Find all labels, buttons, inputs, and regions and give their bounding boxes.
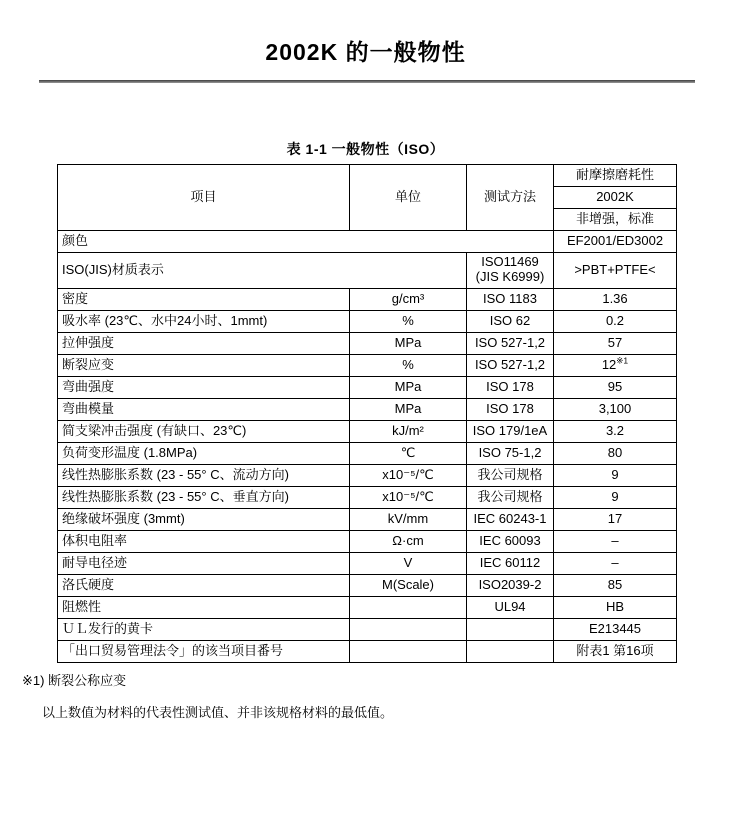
unit-cell: kV/mm xyxy=(350,508,467,530)
method-cell: IEC 60243-1 xyxy=(467,508,554,530)
unit-cell: ℃ xyxy=(350,442,467,464)
header-group: 耐摩擦磨耗性 xyxy=(554,164,677,186)
table-row xyxy=(58,574,677,596)
method-cell: IEC 60093 xyxy=(467,530,554,552)
table-row xyxy=(58,398,677,420)
table-row xyxy=(58,230,677,252)
table-caption: 表 1-1 一般物性（ISO） xyxy=(286,140,445,157)
table-row xyxy=(58,420,677,442)
method-cell: ISO 527-1,2 xyxy=(467,332,554,354)
table-row xyxy=(58,552,677,574)
value-cell: 0.2 xyxy=(554,310,677,332)
unit-cell: x10⁻⁵/℃ xyxy=(350,464,467,486)
table-row xyxy=(58,288,677,310)
property-name-cell: 密度 xyxy=(58,288,350,310)
properties-table xyxy=(57,164,677,663)
table-row xyxy=(58,354,677,376)
property-name-cell: ISO(JIS)材质表示 xyxy=(58,252,467,288)
table-row xyxy=(58,376,677,398)
unit-cell: x10⁻⁵/℃ xyxy=(350,486,467,508)
method-cell: ISO 62 xyxy=(467,310,554,332)
method-line: ISO11469 xyxy=(481,254,539,270)
value-cell xyxy=(554,354,677,376)
value-cell: >PBT+PTFE< xyxy=(554,252,677,288)
method-cell xyxy=(467,640,554,662)
unit-cell: kJ/m² xyxy=(350,420,467,442)
property-name-cell: 体积电阻率 xyxy=(58,530,350,552)
table-row xyxy=(58,596,677,618)
header-row xyxy=(58,164,677,186)
value-text: 12 xyxy=(601,356,617,372)
value-cell: HB xyxy=(554,596,677,618)
table-row xyxy=(58,618,677,640)
value-cell: EF2001/ED3002 xyxy=(554,230,677,252)
method-cell: IEC 60112 xyxy=(467,552,554,574)
header-item: 项目 xyxy=(58,164,350,230)
value-cell: 3.2 xyxy=(554,420,677,442)
value-cell: 9 xyxy=(554,464,677,486)
value-cell: E213445 xyxy=(554,618,677,640)
value-cell: 9 xyxy=(554,486,677,508)
unit-cell: % xyxy=(350,310,467,332)
unit-cell: MPa xyxy=(350,376,467,398)
table-row xyxy=(58,640,677,662)
property-name-cell: 吸水率 (23℃、水中24小时、1mmt) xyxy=(58,310,350,332)
footnote-marker: ※1 xyxy=(616,355,629,366)
table-row xyxy=(58,486,677,508)
table-row xyxy=(58,252,677,288)
value-cell: – xyxy=(554,552,677,574)
method-cell: ISO 75-1,2 xyxy=(467,442,554,464)
table-row xyxy=(58,332,677,354)
property-name-cell: 「出口贸易管理法令」的该当项目番号 xyxy=(58,640,350,662)
unit-cell xyxy=(350,596,467,618)
unit-cell: Ω·cm xyxy=(350,530,467,552)
table-row xyxy=(58,530,677,552)
value-cell: 17 xyxy=(554,508,677,530)
property-name-cell: ＵＬ发行的黄卡 xyxy=(58,618,350,640)
method-cell xyxy=(467,252,554,288)
footnote-1: ※1) 断裂公称应变 xyxy=(22,672,127,688)
property-name-cell: 阻燃性 xyxy=(58,596,350,618)
unit-cell: MPa xyxy=(350,332,467,354)
table-row xyxy=(58,310,677,332)
method-cell: ISO 178 xyxy=(467,398,554,420)
property-name-cell: 简支梁冲击强度 (有缺口、23℃) xyxy=(58,420,350,442)
method-cell: ISO 178 xyxy=(467,376,554,398)
value-cell: 95 xyxy=(554,376,677,398)
property-name-cell: 绝缘破坏强度 (3mmt) xyxy=(58,508,350,530)
property-name-cell: 负荷变形温度 (1.8MPa) xyxy=(58,442,350,464)
unit-cell: g/cm³ xyxy=(350,288,467,310)
method-cell: UL94 xyxy=(467,596,554,618)
method-cell: ISO2039-2 xyxy=(467,574,554,596)
header-grade: 2002K xyxy=(554,186,677,208)
unit-cell: V xyxy=(350,552,467,574)
property-name-cell: 弯曲模量 xyxy=(58,398,350,420)
header-grade-sub: 非增强，标准 xyxy=(554,208,677,230)
method-cell: 我公司规格 xyxy=(467,486,554,508)
header-unit: 单位 xyxy=(350,164,467,230)
value-cell: 附表1 第16项 xyxy=(554,640,677,662)
property-name-cell: 颜色 xyxy=(58,230,554,252)
value-cell: 1.36 xyxy=(554,288,677,310)
property-name-cell: 断裂应变 xyxy=(58,354,350,376)
footnote-2: 以上数值为材料的代表性测试值、并非该规格材料的最低值。 xyxy=(42,704,394,720)
method-cell: ISO 1183 xyxy=(467,288,554,310)
unit-cell: M(Scale) xyxy=(350,574,467,596)
table-row xyxy=(58,508,677,530)
unit-cell xyxy=(350,618,467,640)
table-row xyxy=(58,464,677,486)
unit-cell: % xyxy=(350,354,467,376)
unit-cell: MPa xyxy=(350,398,467,420)
property-name-cell: 拉伸强度 xyxy=(58,332,350,354)
page-title: 2002K 的一般物性 xyxy=(265,39,466,65)
value-cell: – xyxy=(554,530,677,552)
value-cell: 3,100 xyxy=(554,398,677,420)
property-name-cell: 弯曲强度 xyxy=(58,376,350,398)
method-cell: 我公司规格 xyxy=(467,464,554,486)
header-method: 测试方法 xyxy=(467,164,554,230)
property-name-cell: 耐导电径迹 xyxy=(58,552,350,574)
method-cell: ISO 179/1eA xyxy=(467,420,554,442)
property-name-cell: 线性热膨胀系数 (23 - 55° C、流动方向) xyxy=(58,464,350,486)
title-divider xyxy=(39,80,695,83)
method-cell xyxy=(467,618,554,640)
property-name-cell: 线性热膨胀系数 (23 - 55° C、垂直方向) xyxy=(58,486,350,508)
unit-cell xyxy=(350,640,467,662)
method-line: (JIS K6999) xyxy=(475,269,545,285)
value-cell: 85 xyxy=(554,574,677,596)
value-cell: 80 xyxy=(554,442,677,464)
method-cell: ISO 527-1,2 xyxy=(467,354,554,376)
value-cell: 57 xyxy=(554,332,677,354)
table-row xyxy=(58,442,677,464)
property-name-cell: 洛氏硬度 xyxy=(58,574,350,596)
